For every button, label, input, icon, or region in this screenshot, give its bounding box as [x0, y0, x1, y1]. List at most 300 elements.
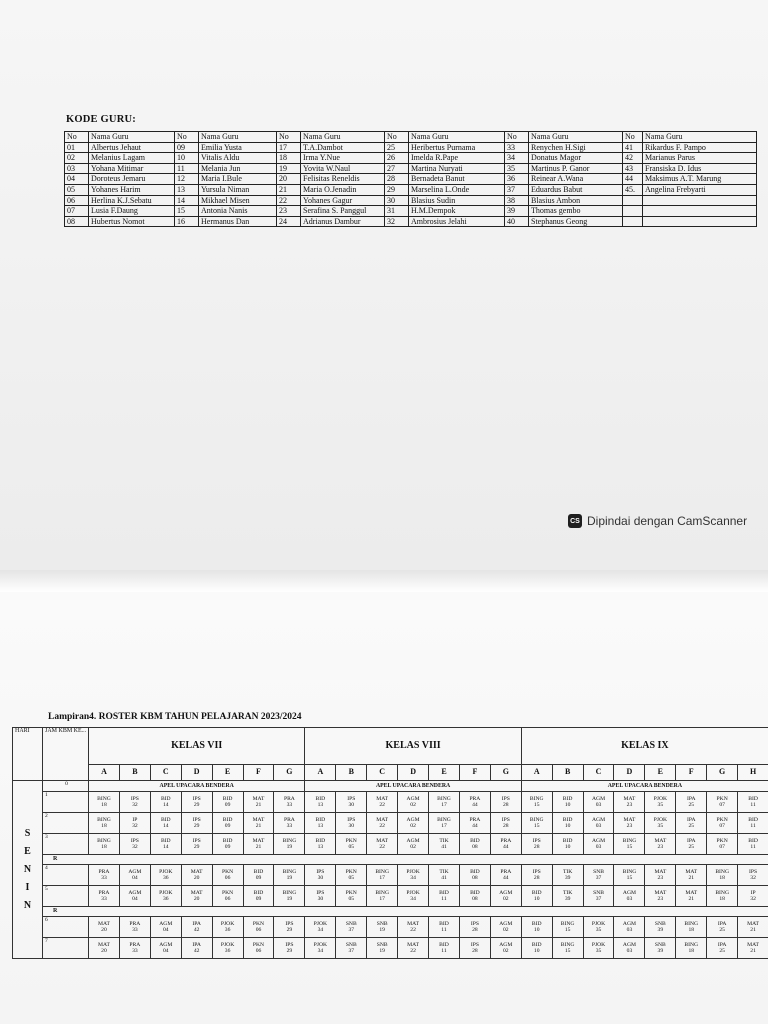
subject-code: BING: [375, 889, 390, 896]
schedule-cell: [305, 792, 336, 813]
subject-code: MAT: [623, 795, 636, 802]
schedule-cell: [459, 792, 490, 813]
teacher-name: Stephanus Geong: [529, 216, 623, 227]
table-row: [13, 792, 768, 813]
teacher-name: Imelda R.Pape: [409, 153, 505, 164]
subject-code: MAT: [623, 816, 636, 823]
table-row: [65, 174, 757, 185]
subject-code: BID: [253, 889, 264, 896]
class-letter: B: [119, 765, 150, 781]
teacher-code: 18: [688, 948, 695, 954]
subject-code: PKN: [716, 816, 728, 823]
teacher-code: 22: [410, 927, 416, 933]
subject-code: PRA: [129, 941, 141, 948]
teacher-code: 23: [626, 802, 633, 808]
schedule-cell: [398, 813, 429, 834]
schedule-cell: [367, 813, 398, 834]
subject-code: MAT: [376, 816, 389, 823]
schedule-cell: [583, 792, 614, 813]
table-row: [13, 865, 768, 886]
teacher-name: [643, 195, 757, 206]
teacher-code: 14: [162, 802, 169, 808]
teacher-name: Yursula Niman: [199, 184, 277, 195]
schedule-cell: [398, 917, 429, 938]
teacher-name: Maksimus A.T. Marung: [643, 174, 757, 185]
schedule-cell: [738, 865, 768, 886]
schedule-cell: [645, 865, 676, 886]
schedule-cell: [274, 865, 305, 886]
subject-code: SNB: [593, 868, 604, 875]
teacher-number: 25: [385, 142, 409, 153]
subject-code: AGM: [592, 837, 606, 844]
schedule-cell: [583, 865, 614, 886]
roster-kelas-row: [13, 728, 768, 765]
teacher-code: 04: [162, 927, 169, 933]
schedule-cell: [89, 865, 120, 886]
subject-code: PRA: [500, 837, 512, 844]
teacher-number: 29: [385, 184, 409, 195]
teacher-name: Melanius Lagam: [89, 153, 175, 164]
table-row: [65, 142, 757, 153]
subject-code: PKN: [716, 837, 728, 844]
teacher-name: Hubertus Nomot: [89, 216, 175, 227]
teacher-number: 45.: [623, 184, 643, 195]
teacher-code: 03: [595, 844, 602, 850]
teacher-name: Irma Y.Nue: [301, 153, 385, 164]
teacher-name: Ambrosius Jelahi: [409, 216, 505, 227]
subject-code: BID: [315, 837, 326, 844]
schedule-cell: [645, 813, 676, 834]
teacher-code: 23: [626, 823, 633, 829]
teacher-code: 29: [193, 823, 200, 829]
subject-code: MAT: [98, 941, 110, 948]
teacher-code: 10: [564, 844, 571, 850]
teacher-number: 17: [277, 142, 301, 153]
class-letter: B: [336, 765, 367, 781]
kode-guru-header-cell: Nama Guru: [301, 132, 385, 143]
teacher-code: 02: [410, 844, 416, 850]
teacher-number: [623, 206, 643, 217]
teacher-code: 34: [410, 875, 416, 881]
schedule-cell: [243, 886, 274, 907]
teacher-code: 17: [379, 896, 385, 902]
teacher-name: Lusia F.Daung: [89, 206, 175, 217]
teacher-code: 28: [503, 823, 509, 829]
jam-number: 0: [43, 781, 89, 792]
schedule-cell: [707, 792, 738, 813]
teacher-number: 27: [385, 163, 409, 174]
teacher-code: 20: [193, 875, 200, 881]
schedule-cell: [645, 886, 676, 907]
teacher-code: 32: [750, 875, 756, 881]
subject-code: BID: [562, 837, 573, 844]
subject-code: IPS: [347, 795, 356, 802]
teacher-code: 18: [719, 896, 725, 902]
subject-code: IP: [132, 816, 138, 823]
subject-code: IPA: [717, 920, 727, 927]
teacher-code: 37: [595, 896, 602, 902]
schedule-cell: [552, 813, 583, 834]
teacher-code: 17: [379, 875, 385, 881]
subject-code: PJOK: [220, 941, 235, 948]
teacher-code: 25: [688, 802, 695, 808]
schedule-cell: [614, 792, 645, 813]
schedule-cell: [274, 813, 305, 834]
schedule-cell: [243, 813, 274, 834]
schedule-cell: [305, 886, 336, 907]
teacher-code: 17: [441, 802, 447, 808]
teacher-code: 33: [101, 896, 107, 902]
teacher-code: 25: [688, 844, 695, 850]
schedule-cell: [89, 792, 120, 813]
subject-code: IPS: [470, 920, 479, 927]
schedule-cell: [398, 792, 429, 813]
day-letter: N: [23, 899, 32, 911]
schedule-cell: [583, 886, 614, 907]
subject-code: MAT: [685, 868, 698, 875]
teacher-name: Marselina L.Onde: [409, 184, 505, 195]
day-letter: I: [25, 881, 30, 893]
teacher-code: 14: [162, 823, 169, 829]
subject-code: BID: [748, 816, 758, 823]
subject-code: BING: [715, 868, 729, 875]
subject-code: IPS: [501, 816, 510, 823]
jam-number: 6: [43, 917, 89, 938]
schedule-cell: [243, 917, 274, 938]
schedule-cell: [367, 834, 398, 855]
teacher-code: 07: [719, 844, 725, 850]
teacher-code: 32: [750, 896, 756, 902]
teacher-number: 20: [277, 174, 301, 185]
schedule-cell: [336, 917, 367, 938]
schedule-cell: [367, 865, 398, 886]
teacher-code: 18: [101, 802, 107, 808]
teacher-code: 11: [750, 823, 756, 829]
schedule-cell: [89, 938, 120, 959]
teacher-number: 36: [505, 174, 529, 185]
teacher-code: 44: [472, 823, 478, 829]
subject-code: IPS: [192, 816, 201, 823]
subject-code: BID: [562, 795, 573, 802]
teacher-name: Maria I.Bule: [199, 174, 277, 185]
schedule-cell: [707, 938, 738, 959]
subject-code: BID: [748, 795, 758, 802]
table-row: [65, 216, 757, 227]
schedule-cell: [119, 917, 150, 938]
subject-code: MAT: [685, 889, 698, 896]
class-letter: F: [676, 765, 707, 781]
schedule-cell: [459, 917, 490, 938]
schedule-cell: [274, 917, 305, 938]
schedule-cell: [552, 917, 583, 938]
schedule-cell: [614, 886, 645, 907]
rest-row: [13, 907, 768, 917]
schedule-cell: [181, 813, 212, 834]
teacher-number: 39: [505, 206, 529, 217]
schedule-cell: [336, 834, 367, 855]
schedule-cell: [521, 865, 552, 886]
teacher-code: 11: [441, 927, 447, 933]
subject-code: IPS: [130, 837, 139, 844]
teacher-code: 32: [132, 844, 138, 850]
teacher-code: 11: [441, 948, 447, 954]
teacher-code: 21: [688, 896, 695, 902]
schedule-cell: [676, 792, 707, 813]
subject-code: BID: [531, 941, 542, 948]
teacher-code: 33: [132, 927, 138, 933]
teacher-name: Thomas gembo: [529, 206, 623, 217]
teacher-number: 26: [385, 153, 409, 164]
subject-code: AGM: [622, 889, 636, 896]
teacher-code: 03: [626, 948, 633, 954]
schedule-cell: [459, 865, 490, 886]
teacher-code: 30: [317, 875, 324, 881]
schedule-cell: [367, 792, 398, 813]
subject-code: AGM: [406, 837, 420, 844]
teacher-code: 10: [533, 927, 540, 933]
schedule-cell: [707, 813, 738, 834]
teacher-code: 10: [564, 802, 571, 808]
subject-code: IPS: [347, 816, 356, 823]
teacher-number: 42: [623, 153, 643, 164]
subject-code: BING: [282, 868, 297, 875]
subject-code: IPS: [470, 941, 479, 948]
class-letter: G: [707, 765, 738, 781]
teacher-number: 35: [505, 163, 529, 174]
teacher-code: 19: [286, 896, 293, 902]
teacher-code: 02: [410, 823, 416, 829]
subject-code: BING: [529, 795, 544, 802]
teacher-code: 42: [193, 927, 200, 933]
schedule-cell: [459, 886, 490, 907]
camscanner-icon: CS: [568, 514, 582, 528]
teacher-code: 20: [101, 927, 107, 933]
roster-title: Lampiran4. ROSTER KBM TAHUN PELAJARAN 2023/2024: [48, 712, 302, 722]
subject-code: BING: [684, 941, 699, 948]
teacher-number: 08: [65, 216, 89, 227]
subject-code: SNB: [376, 920, 388, 927]
teacher-number: 44: [623, 174, 643, 185]
teacher-code: 06: [224, 896, 231, 902]
kelas-header: KELAS VII: [89, 728, 305, 765]
subject-code: MAT: [252, 837, 265, 844]
subject-code: IPA: [687, 816, 696, 823]
schedule-cell: [336, 813, 367, 834]
schedule-cell: [707, 834, 738, 855]
subject-code: BID: [562, 816, 573, 823]
teacher-name: Yohanes Harim: [89, 184, 175, 195]
teacher-code: 09: [255, 875, 262, 881]
teacher-code: 29: [193, 844, 200, 850]
subject-code: IPA: [687, 795, 696, 802]
teacher-code: 03: [595, 802, 602, 808]
schedule-cell: [645, 834, 676, 855]
teacher-name: Antonia Nanis: [199, 206, 277, 217]
schedule-cell: [305, 865, 336, 886]
subject-code: BING: [97, 837, 111, 844]
teacher-code: 18: [101, 844, 107, 850]
teacher-code: 15: [533, 802, 540, 808]
kode-guru-header-cell: No: [277, 132, 301, 143]
jam-header: JAM KBM KE...: [43, 728, 89, 781]
rest-row: [13, 855, 768, 865]
teacher-number: 33: [505, 142, 529, 153]
schedule-cell: [429, 917, 460, 938]
teacher-number: 02: [65, 153, 89, 164]
teacher-code: 29: [286, 927, 293, 933]
subject-code: PRA: [469, 795, 481, 802]
subject-code: AGM: [499, 889, 513, 896]
schedule-cell: [429, 886, 460, 907]
subject-code: BING: [715, 889, 729, 896]
subject-code: PKN: [221, 889, 234, 896]
jam-number: 5: [43, 886, 89, 907]
subject-code: IPS: [316, 889, 325, 896]
schedule-cell: [707, 917, 738, 938]
teacher-code: 03: [626, 927, 633, 933]
table-row: [13, 886, 768, 907]
kode-guru-header-cell: No: [175, 132, 199, 143]
teacher-name: Blasius Sudin: [409, 195, 505, 206]
teacher-code: 35: [595, 927, 602, 933]
subject-code: PJOK: [653, 816, 668, 823]
subject-code: MAT: [654, 889, 667, 896]
subject-code: PKN: [345, 837, 357, 844]
teacher-code: 04: [162, 948, 169, 954]
schedule-cell: [212, 813, 243, 834]
subject-code: IPS: [532, 868, 541, 875]
kode-guru-header-cell: Nama Guru: [199, 132, 277, 143]
schedule-cell: [150, 792, 181, 813]
subject-code: SNB: [654, 941, 666, 948]
teacher-name: Fransiska D. Idus: [643, 163, 757, 174]
teacher-number: 19: [277, 163, 301, 174]
kelas-header: KELAS VIII: [305, 728, 521, 765]
jam-number: 4: [43, 865, 89, 886]
teacher-code: 21: [750, 948, 756, 954]
schedule-cell: [521, 886, 552, 907]
subject-code: BING: [282, 837, 297, 844]
subject-code: MAT: [190, 868, 203, 875]
teacher-code: 21: [255, 844, 262, 850]
teacher-number: 13: [175, 184, 199, 195]
subject-code: PJOK: [220, 920, 235, 927]
schedule-cell: [398, 834, 429, 855]
hari-header: HARI: [13, 728, 43, 781]
teacher-code: 33: [101, 875, 107, 881]
subject-code: PJOK: [406, 868, 420, 875]
jam-number: 7: [43, 938, 89, 959]
schedule-cell: [89, 834, 120, 855]
table-row: [13, 917, 768, 938]
class-letter: D: [614, 765, 645, 781]
subject-code: TIK: [562, 889, 573, 896]
schedule-cell: [490, 813, 521, 834]
teacher-code: 21: [688, 875, 695, 881]
schedule-cell: [119, 834, 150, 855]
teacher-code: 08: [472, 875, 478, 881]
teacher-code: 42: [193, 948, 200, 954]
teacher-code: 33: [286, 802, 293, 808]
teacher-number: 18: [277, 153, 301, 164]
teacher-number: 22: [277, 195, 301, 206]
teacher-code: 04: [132, 875, 138, 881]
class-letter: D: [398, 765, 429, 781]
subject-code: BID: [439, 941, 449, 948]
teacher-code: 37: [348, 927, 355, 933]
subject-code: BID: [531, 920, 542, 927]
teacher-code: 06: [255, 948, 262, 954]
kode-guru-header-cell: Nama Guru: [529, 132, 623, 143]
teacher-name: Rikardus F. Pampo: [643, 142, 757, 153]
subject-code: PKN: [252, 941, 265, 948]
day-letter: N: [23, 863, 32, 875]
teacher-code: 09: [224, 802, 231, 808]
schedule-cell: [490, 938, 521, 959]
teacher-name: [643, 206, 757, 217]
teacher-code: 28: [472, 948, 478, 954]
schedule-cell: [676, 865, 707, 886]
teacher-code: 25: [719, 927, 725, 933]
class-letter: B: [552, 765, 583, 781]
teacher-name: Vitalis Aldu: [199, 153, 277, 164]
teacher-code: 39: [657, 948, 664, 954]
teacher-code: 37: [348, 948, 355, 954]
class-letter: A: [521, 765, 552, 781]
subject-code: IPS: [285, 920, 294, 927]
teacher-code: 22: [379, 802, 385, 808]
schedule-cell: [367, 917, 398, 938]
rest-label: R: [43, 855, 768, 865]
schedule-cell: [243, 938, 274, 959]
class-letter: C: [150, 765, 181, 781]
teacher-code: 44: [503, 844, 509, 850]
teacher-code: 13: [317, 844, 324, 850]
teacher-code: 15: [564, 927, 571, 933]
schedule-cell: [274, 886, 305, 907]
schedule-cell: [336, 792, 367, 813]
teacher-name: Melania Jun: [199, 163, 277, 174]
teacher-code: 23: [657, 875, 664, 881]
schedule-cell: [274, 938, 305, 959]
subject-code: IPS: [532, 837, 541, 844]
apel-upacara-cell: APEL UPACARA BENDERA: [521, 781, 768, 792]
schedule-cell: [676, 938, 707, 959]
subject-code: PRA: [500, 868, 512, 875]
schedule-cell: [583, 938, 614, 959]
subject-code: BID: [160, 837, 171, 844]
subject-code: IPS: [749, 868, 758, 875]
teacher-name: Herlina K.J.Sebatu: [89, 195, 175, 206]
subject-code: AGM: [406, 816, 420, 823]
subject-code: TIK: [562, 868, 573, 875]
schedule-cell: [614, 834, 645, 855]
teacher-code: 21: [750, 927, 756, 933]
teacher-code: 04: [132, 896, 138, 902]
teacher-name: Marianus Parus: [643, 153, 757, 164]
schedule-cell: [212, 792, 243, 813]
teacher-code: 10: [564, 823, 571, 829]
teacher-name: Emilia Yusta: [199, 142, 277, 153]
teacher-code: 32: [132, 823, 138, 829]
subject-code: PJOK: [591, 941, 606, 948]
subject-code: SNB: [654, 920, 666, 927]
schedule-cell: [521, 938, 552, 959]
class-letter: E: [212, 765, 243, 781]
subject-code: MAT: [252, 816, 265, 823]
schedule-cell: [150, 886, 181, 907]
subject-code: BID: [439, 889, 449, 896]
